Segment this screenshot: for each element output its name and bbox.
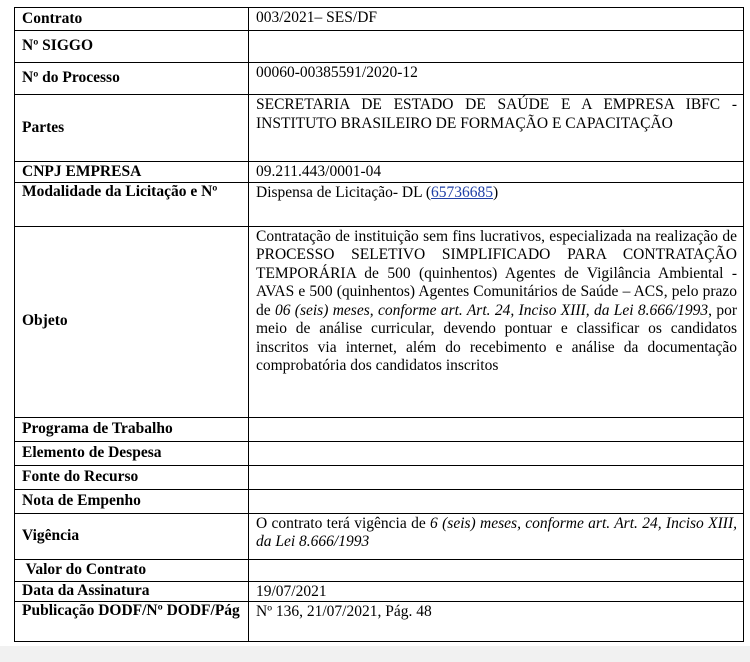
label-partes: Partes	[15, 95, 249, 162]
value-data: 19/07/2021	[249, 581, 744, 602]
row-valor	[15, 559, 744, 581]
value-vigencia	[249, 513, 744, 559]
contract-summary-table	[14, 7, 744, 642]
modalidade-suffix: )	[493, 183, 499, 201]
vigencia-text: O contrato terá vigência de	[256, 514, 431, 532]
row-objeto	[15, 226, 744, 417]
process-number-link[interactable]: 65736685	[431, 183, 494, 201]
row-publicacao	[15, 602, 744, 642]
value-contrato: 003/2021– SES/DF	[249, 8, 744, 31]
label-modalidade: Modalidade da Licitação e Nº	[15, 182, 249, 226]
value-objeto	[249, 226, 744, 417]
row-fonte	[15, 465, 744, 489]
row-cnpj	[15, 162, 744, 183]
vigencia-italic: 6 (seis) meses, conforme art. Art. 24, Inciso XIII, da Lei 8.666/1993	[256, 514, 737, 550]
label-data: Data da Assinatura	[15, 581, 249, 602]
label-objeto: Objeto	[15, 226, 249, 417]
row-modalidade	[15, 182, 744, 226]
value-programa	[249, 417, 744, 441]
value-elemento	[249, 441, 744, 465]
objeto-italic: 06 (seis) meses, conforme art. Art. 24, Inciso XIII, da Lei 8.666/1993	[274, 301, 709, 319]
label-contrato: Contrato	[15, 8, 249, 31]
value-partes: SECRETARIA DE ESTADO DE SAÚDE E A EMPRESA IBFC - INSTITUTO BRASILEIRO DE FORMAÇÃO E CAPACITAÇÃO	[249, 95, 744, 162]
label-vigencia: Vigência	[15, 513, 249, 559]
label-fonte: Fonte do Recurso	[15, 465, 249, 489]
value-nota	[249, 489, 744, 513]
value-processo: 00060-00385591/2020-12	[249, 63, 744, 95]
row-data	[15, 581, 744, 602]
row-vigencia	[15, 513, 744, 559]
value-fonte	[249, 465, 744, 489]
label-elemento: Elemento de Despesa	[15, 441, 249, 465]
modalidade-text: Dispensa de Licitação- DL (	[256, 183, 432, 201]
row-contrato	[15, 8, 744, 31]
label-programa: Programa de Trabalho	[15, 417, 249, 441]
value-siggo	[249, 31, 744, 63]
label-processo: Nº do Processo	[15, 63, 249, 95]
row-nota	[15, 489, 744, 513]
value-publicacao: Nº 136, 21/07/2021, Pág. 48	[249, 602, 744, 642]
row-siggo	[15, 31, 744, 63]
value-cnpj: 09.211.443/0001-04	[249, 162, 744, 183]
label-publicacao: Publicação DODF/Nº DODF/Pág	[15, 602, 249, 642]
label-nota: Nota de Empenho	[15, 489, 249, 513]
row-processo	[15, 63, 744, 95]
label-siggo: Nº SIGGO	[15, 31, 249, 63]
label-valor: Valor do Contrato	[15, 559, 249, 581]
label-cnpj: CNPJ EMPRESA	[15, 162, 249, 183]
row-elemento	[15, 441, 744, 465]
value-valor	[249, 559, 744, 581]
row-partes	[15, 95, 744, 162]
objeto-text-2: , por meio de análise curricular, devendo pontuar e classificar os candidatos inscritos via internet, além do recebimento e análise da documentação comprobatória dos candidatos inscritos	[256, 301, 737, 374]
objeto-text-1: Contratação de instituição sem fins lucrativos, especializada na realização de PROCESSO SELETIVO SIMPLIFICADO PARA CONTRATAÇÃO TEMPORÁRIA de 500 (quinhentos) Agentes de Vigilância Ambiental - AVAS e 500 (quinhentos) Agentes Comunitários de Saúde – ACS, pelo prazo de	[256, 227, 737, 319]
row-programa	[15, 417, 744, 441]
page-bottom-band	[0, 646, 750, 662]
value-modalidade	[249, 182, 744, 226]
